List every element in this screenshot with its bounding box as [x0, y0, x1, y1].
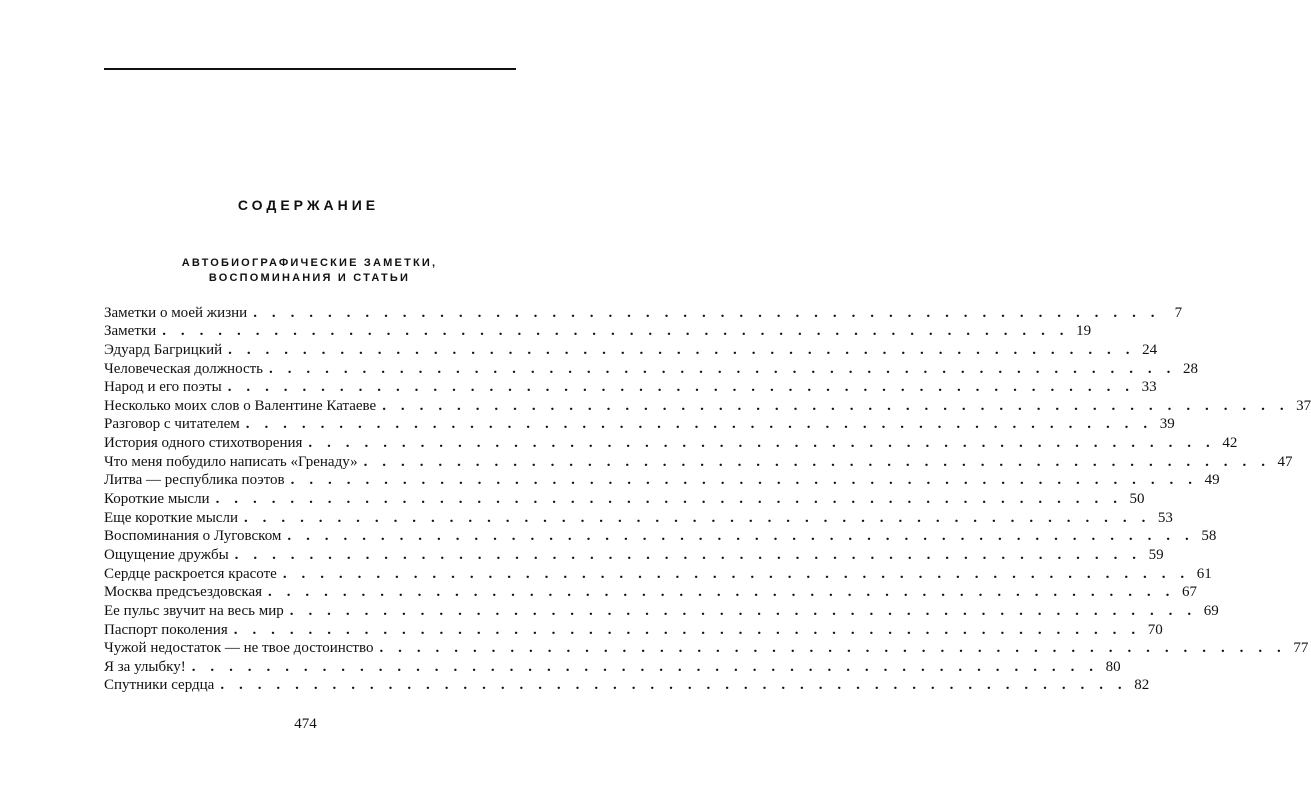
toc-entry-page: 61 [1196, 565, 1212, 582]
toc-entry-page: 42 [1222, 435, 1238, 452]
section-title-line-2: ВОСПОМИНАНИЯ И СТАТЬИ [208, 272, 411, 284]
toc-entry-title: Чужой недостаток — не твое достоинство [104, 640, 374, 657]
toc-entry-page: 24 [1142, 341, 1158, 358]
toc-entry-page: 7 [1174, 304, 1183, 321]
toc-entry[interactable] [104, 471, 1220, 490]
toc-entry-page: 53 [1157, 509, 1173, 526]
toc-entry-title: Заметки [104, 323, 157, 340]
toc-entry[interactable] [104, 340, 1158, 359]
toc-entry-page: 77 [1293, 640, 1309, 657]
toc-entry[interactable] [104, 508, 1173, 527]
toc-entry[interactable] [104, 415, 1175, 434]
toc-entry-page: 19 [1076, 323, 1092, 340]
dot-leader: . . . . . . . . . . . . . . . . . . . . . . . . . . . . . . . . . . . . . . . . . . . . . . . . . [228, 341, 1136, 358]
toc-entry-title: Короткие мысли [104, 491, 210, 508]
toc-entry-page: 58 [1201, 528, 1217, 545]
toc-entry-page: 59 [1148, 546, 1164, 563]
table-of-contents [104, 303, 1311, 694]
toc-entry[interactable] [104, 527, 1217, 546]
section-title [0, 256, 609, 286]
dot-leader: . . . . . . . . . . . . . . . . . . . . . . . . . . . . . . . . . . . . . . . . . . . . . . . . . [290, 472, 1198, 489]
toc-entry-page: 67 [1181, 584, 1197, 601]
toc-entry-title: Народ и его поэты [104, 379, 222, 396]
dot-leader: . . . . . . . . . . . . . . . . . . . . . . . . . . . . . . . . . . . . . . . . . . . . . . . . . [220, 677, 1128, 694]
section-title-line-1: АВТОБИОГРАФИЧЕСКИЕ ЗАМЕТКИ, [181, 257, 438, 269]
toc-entry[interactable] [104, 657, 1121, 676]
page-number: 474 [294, 716, 317, 732]
toc-entry-title: Москва предсъездовская [104, 584, 263, 601]
toc-entry-page: 28 [1182, 360, 1198, 377]
toc-entry-title: Сердце раскроется красоте [104, 565, 277, 582]
toc-entry-page: 33 [1141, 379, 1157, 396]
dot-leader: . . . . . . . . . . . . . . . . . . . . . . . . . . . . . . . . . . . . . . . . . . . . . . . . . [234, 546, 1142, 563]
toc-entry-title: Несколько моих слов о Валентине Катаеве [104, 397, 377, 414]
dot-leader: . . . . . . . . . . . . . . . . . . . . . . . . . . . . . . . . . . . . . . . . . . . . . . . . . [268, 584, 1175, 601]
toc-entry-title: Ее пульс звучит на весь мир [104, 602, 284, 619]
dot-leader: . . . . . . . . . . . . . . . . . . . . . . . . . . . . . . . . . . . . . . . . . . . . . . . . . [162, 323, 1070, 340]
toc-entry-title: Заметки о моей жизни [104, 304, 248, 321]
toc-entry-title: Эдуард Багрицкий [104, 341, 223, 358]
dot-leader: . . . . . . . . . . . . . . . . . . . . . . . . . . . . . . . . . . . . . . . . . . . . . . . . . [227, 379, 1135, 396]
dot-leader: . . . . . . . . . . . . . . . . . . . . . . . . . . . . . . . . . . . . . . . . . . . . . . . . . [269, 360, 1176, 377]
toc-entry-page: 39 [1159, 416, 1175, 433]
dot-leader: . . . . . . . . . . . . . . . . . . . . . . . . . . . . . . . . . . . . . . . . . . . . . . . . . [245, 416, 1153, 433]
dot-leader: . . . . . . . . . . . . . . . . . . . . . . . . . . . . . . . . . . . . . . . . . . . . . . . . . [243, 509, 1151, 526]
toc-entry-title: Спутники сердца [104, 677, 215, 694]
toc-entry[interactable] [104, 545, 1164, 564]
dot-leader: . . . . . . . . . . . . . . . . . . . . . . . . . . . . . . . . . . . . . . . . . . . . . . . . . [379, 640, 1287, 657]
toc-entry[interactable] [104, 601, 1219, 620]
toc-entry[interactable] [104, 322, 1092, 341]
toc-entry-title: Человеческая должность [104, 360, 264, 377]
toc-entry[interactable] [104, 452, 1293, 471]
toc-entry[interactable] [104, 359, 1198, 378]
toc-entry-page: 82 [1134, 677, 1150, 694]
toc-entry-page: 50 [1129, 491, 1145, 508]
dot-leader: . . . . . . . . . . . . . . . . . . . . . . . . . . . . . . . . . . . . . . . . . . . . . . . . . [233, 621, 1141, 638]
toc-entry[interactable] [104, 378, 1157, 397]
toc-entry[interactable] [104, 564, 1212, 583]
toc-entry-title: Что меня побудило написать «Гренаду» [104, 453, 358, 470]
toc-entry-page: 37 [1296, 397, 1311, 414]
dot-leader: . . . . . . . . . . . . . . . . . . . . . . . . . . . . . . . . . . . . . . . . . . . . . . . . . [215, 491, 1123, 508]
contents-title: СОДЕРЖАНИЕ [237, 197, 380, 213]
toc-entry-title: Литва — республика поэтов [104, 472, 285, 489]
toc-entry-title: Еще короткие мысли [104, 509, 238, 526]
dot-leader: . . . . . . . . . . . . . . . . . . . . . . . . . . . . . . . . . . . . . . . . . . . . . . . . . [289, 602, 1197, 619]
toc-entry[interactable] [104, 639, 1309, 658]
toc-entry[interactable] [104, 489, 1145, 508]
toc-entry-title: Воспоминания о Луговском [104, 528, 282, 545]
toc-entry[interactable] [104, 620, 1163, 639]
toc-entry[interactable] [104, 303, 1183, 322]
toc-entry-page: 80 [1105, 658, 1121, 675]
top-rule [104, 68, 516, 70]
dot-leader: . . . . . . . . . . . . . . . . . . . . . . . . . . . . . . . . . . . . . . . . . . . . . . . . . [382, 397, 1290, 414]
dot-leader: . . . . . . . . . . . . . . . . . . . . . . . . . . . . . . . . . . . . . . . . . . . . . . . . . [253, 304, 1161, 321]
toc-entry-title: История одного стихотворения [104, 435, 303, 452]
toc-entry-title: Разговор с читателем [104, 416, 240, 433]
dot-leader: . . . . . . . . . . . . . . . . . . . . . . . . . . . . . . . . . . . . . . . . . . . . . . . . . [282, 565, 1190, 582]
dot-leader: . . . . . . . . . . . . . . . . . . . . . . . . . . . . . . . . . . . . . . . . . . . . . . . . . [287, 528, 1195, 545]
toc-entry[interactable] [104, 583, 1197, 602]
toc-entry-page: 47 [1277, 453, 1293, 470]
toc-entry[interactable] [104, 396, 1311, 415]
toc-entry-page: 49 [1204, 472, 1220, 489]
toc-entry-page: 69 [1203, 602, 1219, 619]
dot-leader: . . . . . . . . . . . . . . . . . . . . . . . . . . . . . . . . . . . . . . . . . . . . . . . . . [191, 658, 1099, 675]
toc-entry-title: Ощущение дружбы [104, 546, 229, 563]
dot-leader: . . . . . . . . . . . . . . . . . . . . . . . . . . . . . . . . . . . . . . . . . . . . . . . . . [308, 435, 1216, 452]
toc-entry[interactable] [104, 433, 1238, 452]
toc-entry[interactable] [104, 676, 1150, 695]
dot-leader: . . . . . . . . . . . . . . . . . . . . . . . . . . . . . . . . . . . . . . . . . . . . . . . . . [363, 453, 1271, 470]
toc-entry-title: Паспорт поколения [104, 621, 228, 638]
toc-entry-title: Я за улыбку! [104, 658, 186, 675]
toc-entry-page: 70 [1147, 621, 1163, 638]
